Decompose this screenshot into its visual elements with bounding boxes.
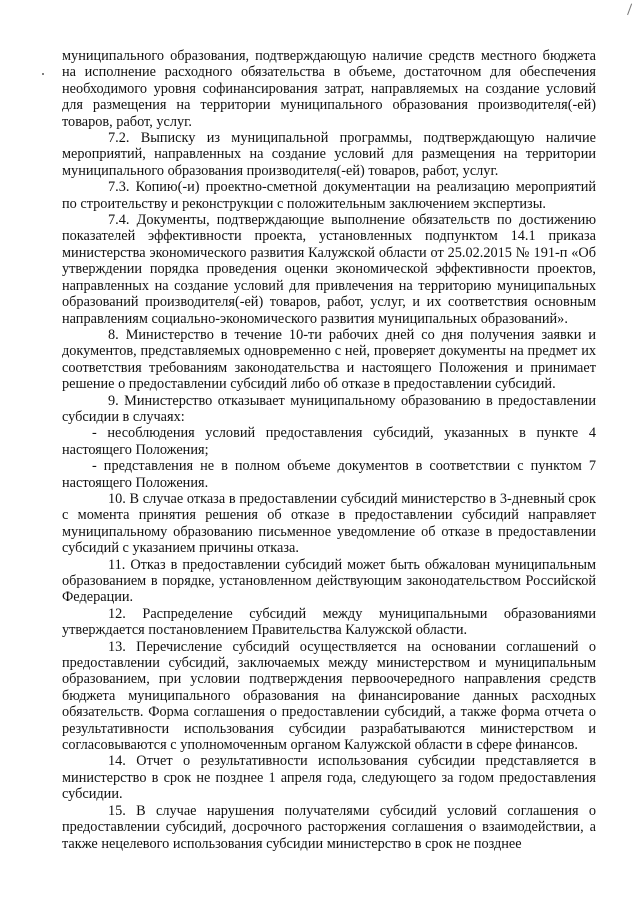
paragraph-11: 11. Отказ в предоставлении субсидий может быть обжалован муниципальным образованием в порядке, установленном действующим законодательством Российской Федерации. [62, 556, 596, 606]
list-item-noncompliance: - несоблюдения условий предоставления субсидий, указанных в пункте 4 настоящего Положения; [62, 425, 596, 458]
paragraph-13: 13. Перечисление субсидий осуществляется на основании соглашений о предоставлении субсидий, заключаемых между министерством и муниципальным образованием, при условии подтверждения первоочередного направления средств бюджета муниципального образования на финансирование данных расходных обязательств. Форма соглашения о предоставлении субсидий, а также форма отчета о результативности использования субсидии разрабатываются министерством и согласовываются с уполномоченным органом Калужской области в сфере финансов. [62, 638, 596, 754]
paragraph-9: 9. Министерство отказывает муниципальному образованию в предоставлении субсидии в случаях: [62, 392, 596, 425]
paragraph-7-4: 7.4. Документы, подтверждающие выполнение обязательств по достижению показателей эффективности проекта, установленных подпунктом 14.1 приказа министерства экономического развития Калужской области от 25.02.2015 № 191-п «Об утверждении порядка проведения оценки экономической эффективности проектов, направленных на создание условий для привлечения на территорию муниципальных образований производителя(-ей) товаров, работ, услуг, и их соответствия основным направлениям социально-экономического развития муниципальных образований». [62, 212, 596, 327]
list-item-incomplete-documents: - представления не в полном объеме документов в соответствии с пунктом 7 настоящего Положения. [62, 458, 596, 491]
paragraph-7-2: 7.2. Выписку из муниципальной программы, подтверждающую наличие мероприятий, направленных на создание условий для размещения на территории муниципального образования производителя(-ей) товаров, работ, услуг. [62, 130, 596, 179]
paragraph-10: 10. В случае отказа в предоставлении субсидий министерство в 3-дневный срок с момента принятия решения об отказе в предоставлении субсидий направляет муниципальному образованию письменное уведомление об отказе в предоставлении субсидий с указанием причины отказа. [62, 490, 596, 557]
document-page [62, 48, 596, 852]
paragraph-15: 15. В случае нарушения получателями субсидий условий соглашения о предоставлении субсидий, досрочного расторжения соглашения о взаимодействии, а также нецелевого использования субсидии министерство в срок не позднее [62, 802, 596, 852]
scan-corner-mark [627, 4, 636, 17]
paragraph-8: 8. Министерство в течение 10-ти рабочих дней со дня получения заявки и документов, представляемых одновременно с ней, проверяет документы на предмет их соответствия требованиям законодательства и настоящего Положения и принимает решение о предоставлении субсидий либо об отказе в предоставлении субсидий. [62, 326, 596, 393]
paragraph-7-3: 7.3. Копию(-и) проектно-сметной документации на реализацию мероприятий по строительству и реконструкции с положительным заключением экспертизы. [62, 179, 596, 212]
paragraph-14: 14. Отчет о результативности использования субсидии представляется в министерство в срок не позднее 1 апреля года, следующего за годом предоставления субсидии. [62, 753, 596, 803]
paragraph-7-1-continuation: муниципального образования, подтверждающую наличие средств местного бюджета на исполнение расходного обязательства в объеме, достаточном для обеспечения необходимого уровня софинансирования затрат, направляемых на создание условий для размещения на территории муниципального образования производителя(-ей) товаров, работ, услуг. [62, 48, 596, 130]
scan-speck [42, 73, 44, 75]
paragraph-12: 12. Распределение субсидий между муниципальными образованиями утверждается постановлением Правительства Калужской области. [62, 605, 596, 639]
